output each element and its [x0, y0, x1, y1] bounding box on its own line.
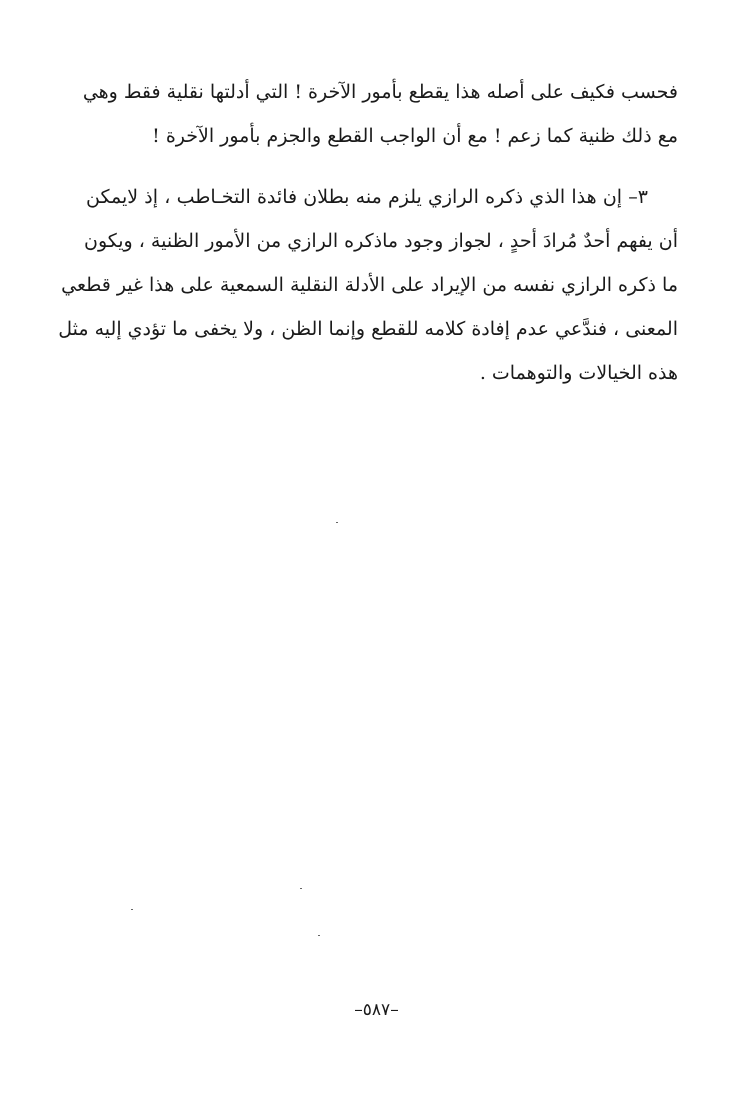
scan-speck [300, 888, 302, 889]
paragraph-1-line-1: فحسب فكيف على أصله هذا يقطع بأمور الآخرة ! التي أدلتها نقلية فقط وهي [82, 81, 678, 103]
paragraph-2-line-3: ما ذكره الرازي نفسه من الإيراد على الأدلة النقلية السمعية على هذا غير قطعي [61, 274, 678, 296]
scan-speck [318, 935, 320, 936]
paragraph-2-line-1: ٣– إن هذا الذي ذكره الرازي يلزم منه بطلان فائدة التخـاطب ، إذ لايمكن [86, 186, 648, 208]
scan-speck [131, 909, 133, 910]
paragraph-2-line-2: أن يفهم أحدٌ مُرادَ أحدٍ ، لجواز وجود ماذكره الرازي من الأمور الظنية ، ويكون [83, 230, 678, 252]
paragraph-2-line-4: المعنى ، فندَّعي عدم إفادة كلامه للقطع وإنما الظن ، ولا يخفى ما تؤدي إليه مثل [58, 318, 678, 340]
scan-speck [336, 522, 338, 523]
paragraph-1-line-2: مع ذلك ظنية كما زعم ! مع أن الواجب القطع والجزم بأمور الآخرة ! [152, 125, 678, 147]
paragraph-1 [82, 70, 678, 158]
paragraph-2-line-5: هذه الخيالات والتوهمات . [479, 362, 678, 384]
paragraph-2 [58, 175, 678, 395]
page-number: –٥٨٧– [354, 1000, 399, 1020]
